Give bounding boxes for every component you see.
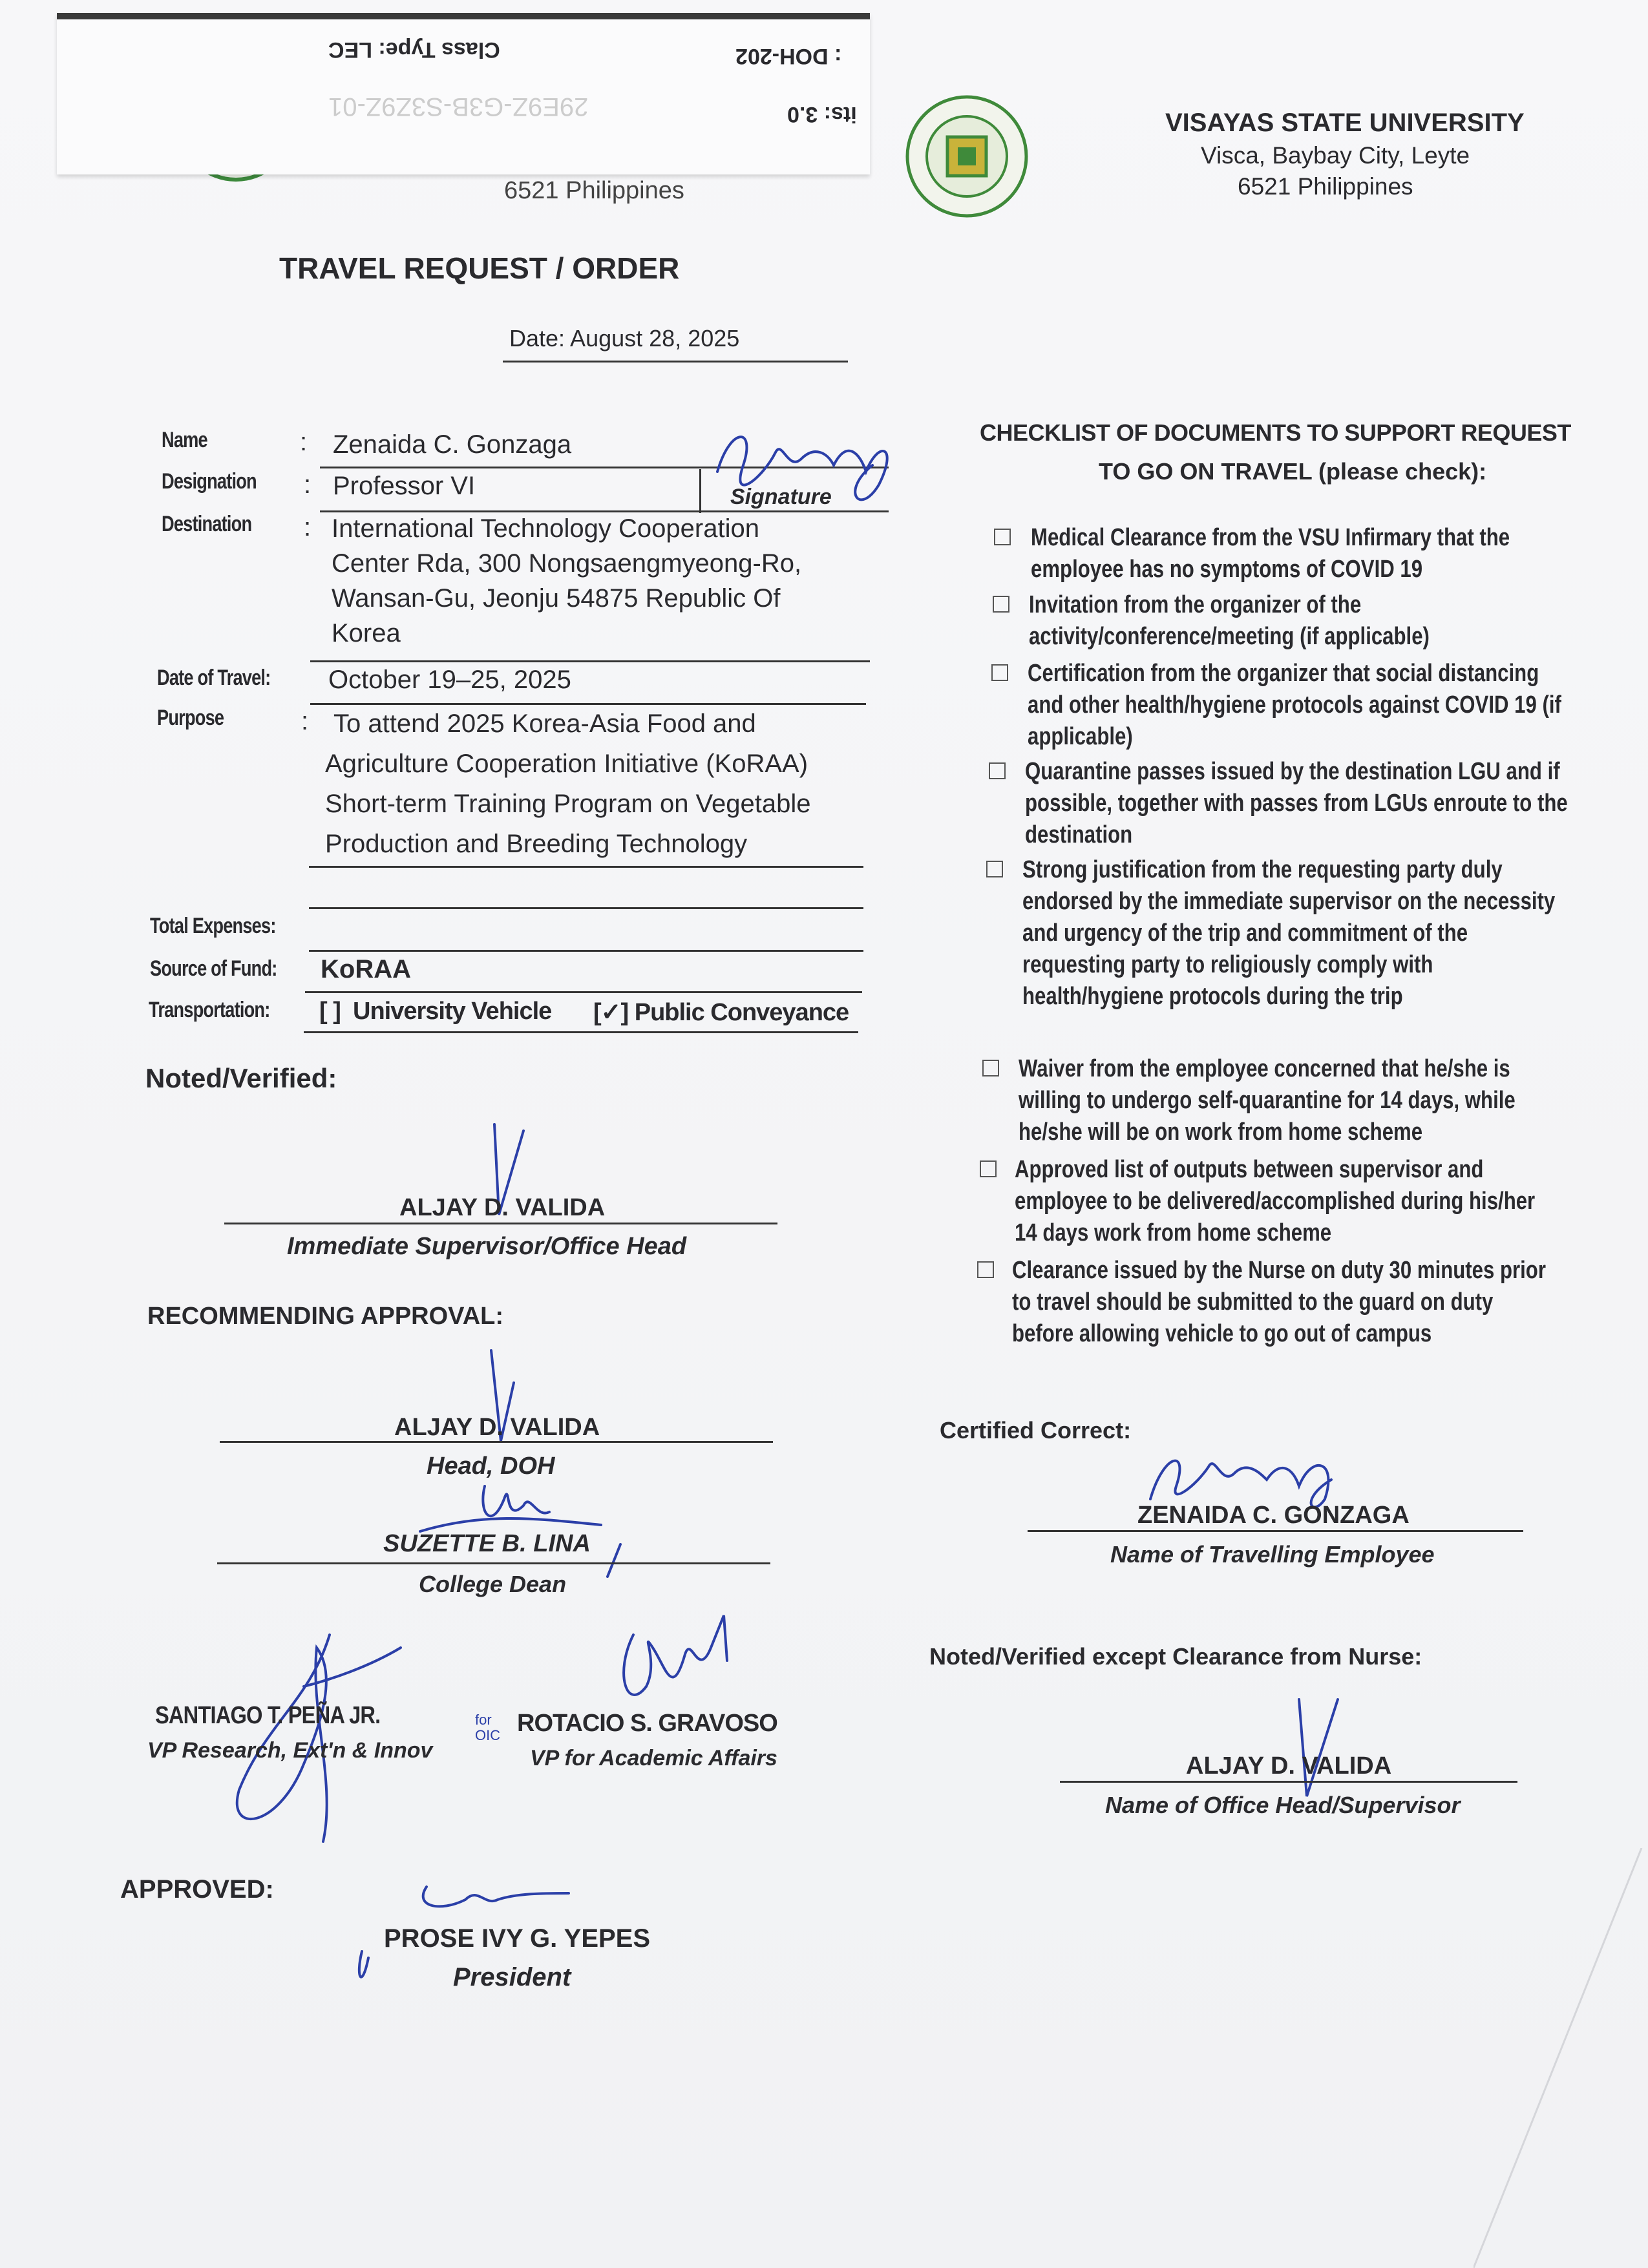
purpose-line: Production and Breeding Technology bbox=[325, 830, 748, 858]
destination-line: Wansan-Gu, Jeonju 54875 Republic Of bbox=[332, 584, 781, 613]
total-expenses-label: Total Expenses: bbox=[150, 914, 276, 938]
checklist-checkbox[interactable] bbox=[986, 861, 1003, 877]
divider bbox=[224, 1223, 777, 1224]
employee-name: ZENAIDA C. GONZAGA bbox=[1137, 1502, 1410, 1529]
vp-research-name: SANTIAGO T. PEÑA JR. bbox=[155, 1702, 381, 1729]
date-of-travel-label: Date of Travel: bbox=[157, 666, 271, 690]
checklist-checkbox[interactable] bbox=[989, 762, 1006, 779]
divider bbox=[217, 1562, 770, 1564]
divider bbox=[309, 907, 863, 909]
destination-line: Korea bbox=[332, 619, 401, 647]
name-value: Zenaida C. Gonzaga bbox=[333, 430, 572, 459]
divider bbox=[310, 703, 866, 705]
hidden-address: 6521 Philippines bbox=[504, 177, 684, 204]
employee-title: Name of Travelling Employee bbox=[1110, 1541, 1435, 1568]
office-head-title: Name of Office Head/Supervisor bbox=[1105, 1792, 1461, 1818]
checklist-item: Invitation from the organizer of the activity/conference/meeting (if applicable) bbox=[1029, 591, 1430, 650]
date-of-travel-value: October 19–25, 2025 bbox=[328, 666, 571, 694]
divider bbox=[503, 361, 848, 362]
sticker-class-type: Class Type: LEC bbox=[328, 37, 500, 62]
checklist-checkbox[interactable] bbox=[977, 1261, 994, 1278]
vp-research-signature bbox=[226, 1622, 420, 1848]
university-name: VISAYAS STATE UNIVERSITY bbox=[1165, 109, 1525, 137]
recommending-approval-label: RECOMMENDING APPROVAL: bbox=[147, 1303, 503, 1330]
purpose-line: Agriculture Cooperation Initiative (KoRAA) bbox=[325, 750, 808, 778]
transport-option-label: University Vehicle bbox=[353, 998, 552, 1025]
page-fold-shadow bbox=[1474, 1848, 1648, 2268]
checklist-item: Waiver from the employee concerned that he/she is willing to undergo self-quarantine for 14 days, while he/she will be on work from home scheme bbox=[1019, 1055, 1516, 1146]
head-doh-title: Head, DOH bbox=[427, 1453, 555, 1480]
nurse-verify-label: Noted/Verified except Clearance from Nurse: bbox=[929, 1643, 1422, 1670]
destination-label: Destination bbox=[162, 512, 252, 536]
source-of-fund-label: Source of Fund: bbox=[150, 956, 277, 981]
office-head-name: ALJAY D. VALIDA bbox=[1186, 1752, 1392, 1780]
source-of-fund-value: KoRAA bbox=[321, 955, 411, 983]
checklist-checkbox[interactable] bbox=[982, 1060, 999, 1076]
purpose-line: Short-term Training Program on Vegetable bbox=[325, 790, 811, 818]
transport-university-vehicle[interactable] bbox=[319, 999, 551, 1024]
checklist-checkbox[interactable] bbox=[980, 1160, 997, 1177]
university-seal-icon bbox=[905, 94, 1029, 218]
divider bbox=[304, 1031, 858, 1033]
for-oic-note: for OIC bbox=[475, 1712, 501, 1744]
checklist-item: Strong justification from the requesting party duly endorsed by the immediate supervisor on the necessity and urgency of the trip and commitment of the requesting party to religiously comply with health/hygiene protocols during the trip bbox=[1022, 856, 1556, 1010]
dean-name: SUZETTE B. LINA bbox=[383, 1530, 591, 1557]
vp-academic-name: ROTACIO S. GRAVOSO bbox=[517, 1710, 777, 1737]
divider bbox=[310, 660, 870, 662]
noted-title: Immediate Supervisor/Office Head bbox=[287, 1233, 687, 1260]
divider bbox=[1028, 1530, 1523, 1532]
divider bbox=[1060, 1781, 1517, 1783]
signature-label: Signature bbox=[730, 485, 832, 509]
checklist-item: Clearance issued by the Nurse on duty 30 minutes prior to travel should be submitted to the guard on duty before allowing vehicle to go out of campus bbox=[1012, 1257, 1546, 1347]
transport-option-label: Public Conveyance bbox=[634, 999, 849, 1026]
noted-name: ALJAY D. VALIDA bbox=[399, 1194, 606, 1221]
checklist-checkbox[interactable] bbox=[994, 529, 1011, 545]
checklist-item: Quarantine passes issued by the destination LGU and if possible, together with passes from LGUs enroute to the destination bbox=[1025, 758, 1568, 848]
sticker-units: its: 3.0 bbox=[787, 102, 857, 127]
sticker-faded-number: 29E9Z-G3B-S3Z9Z-01 bbox=[328, 92, 589, 121]
applicant-signature bbox=[704, 414, 898, 523]
checklist-subtitle: TO GO ON TRAVEL (please check): bbox=[1099, 458, 1487, 485]
course-sticker bbox=[57, 13, 870, 174]
name-label: Name bbox=[162, 428, 207, 452]
vp-research-title: VP Research, Ext'n & Innov bbox=[147, 1738, 433, 1763]
colon: : bbox=[304, 513, 312, 541]
divider bbox=[220, 1441, 773, 1443]
designation-label: Designation bbox=[162, 469, 257, 494]
divider bbox=[309, 950, 863, 952]
sticker-code: : DOH-202 bbox=[735, 44, 842, 68]
transportation-label: Transportation: bbox=[149, 998, 270, 1022]
colon: : bbox=[301, 707, 309, 735]
destination-line: Center Rda, 300 Nongsaengmyeong-Ro, bbox=[332, 549, 802, 578]
checklist-checkbox[interactable] bbox=[993, 596, 1009, 613]
noted-verified-label: Noted/Verified: bbox=[145, 1063, 337, 1093]
purpose-line: To attend 2025 Korea-Asia Food and bbox=[333, 709, 756, 738]
approved-label: APPROVED: bbox=[120, 1875, 274, 1904]
colon: : bbox=[300, 428, 308, 456]
document-title: TRAVEL REQUEST / ORDER bbox=[279, 251, 680, 285]
request-date: Date: August 28, 2025 bbox=[509, 325, 740, 352]
dean-title: College Dean bbox=[419, 1571, 567, 1597]
transport-checkbox[interactable]: [ ] bbox=[319, 998, 341, 1025]
president-title: President bbox=[453, 1963, 571, 1991]
office-head-signature bbox=[1293, 1686, 1344, 1803]
divider bbox=[699, 469, 701, 513]
colon: : bbox=[304, 470, 312, 499]
transport-checkbox[interactable]: [✓] bbox=[593, 999, 629, 1026]
vp-academic-title: VP for Academic Affairs bbox=[530, 1746, 777, 1770]
head-doh-name: ALJAY D. VALIDA bbox=[394, 1414, 600, 1441]
destination-line: International Technology Cooperation bbox=[332, 514, 759, 543]
checklist-checkbox[interactable] bbox=[991, 664, 1008, 681]
checklist-item: Medical Clearance from the VSU Infirmary that the employee has no symptoms of COVID 19 bbox=[1031, 524, 1510, 583]
purpose-label: Purpose bbox=[157, 706, 224, 730]
checklist-title: CHECKLIST OF DOCUMENTS TO SUPPORT REQUEST bbox=[980, 419, 1571, 446]
transport-public-conveyance[interactable] bbox=[593, 1000, 849, 1025]
university-address-1: Visca, Baybay City, Leyte bbox=[1201, 142, 1470, 169]
checklist-item: Approved list of outputs between supervisor and employee to be delivered/accomplished during his/her 14 days work from home scheme bbox=[1015, 1156, 1536, 1246]
president-name: PROSE IVY G. YEPES bbox=[384, 1924, 651, 1953]
divider bbox=[305, 991, 862, 993]
certified-correct-label: Certified Correct: bbox=[940, 1417, 1132, 1444]
university-address-2: 6521 Philippines bbox=[1238, 173, 1413, 200]
designation-value: Professor VI bbox=[333, 472, 476, 500]
checklist-item: Certification from the organizer that social distancing and other health/hygiene protocols against COVID 19 (if applicable) bbox=[1028, 660, 1561, 750]
dean-signature bbox=[407, 1460, 627, 1577]
divider bbox=[309, 866, 863, 868]
